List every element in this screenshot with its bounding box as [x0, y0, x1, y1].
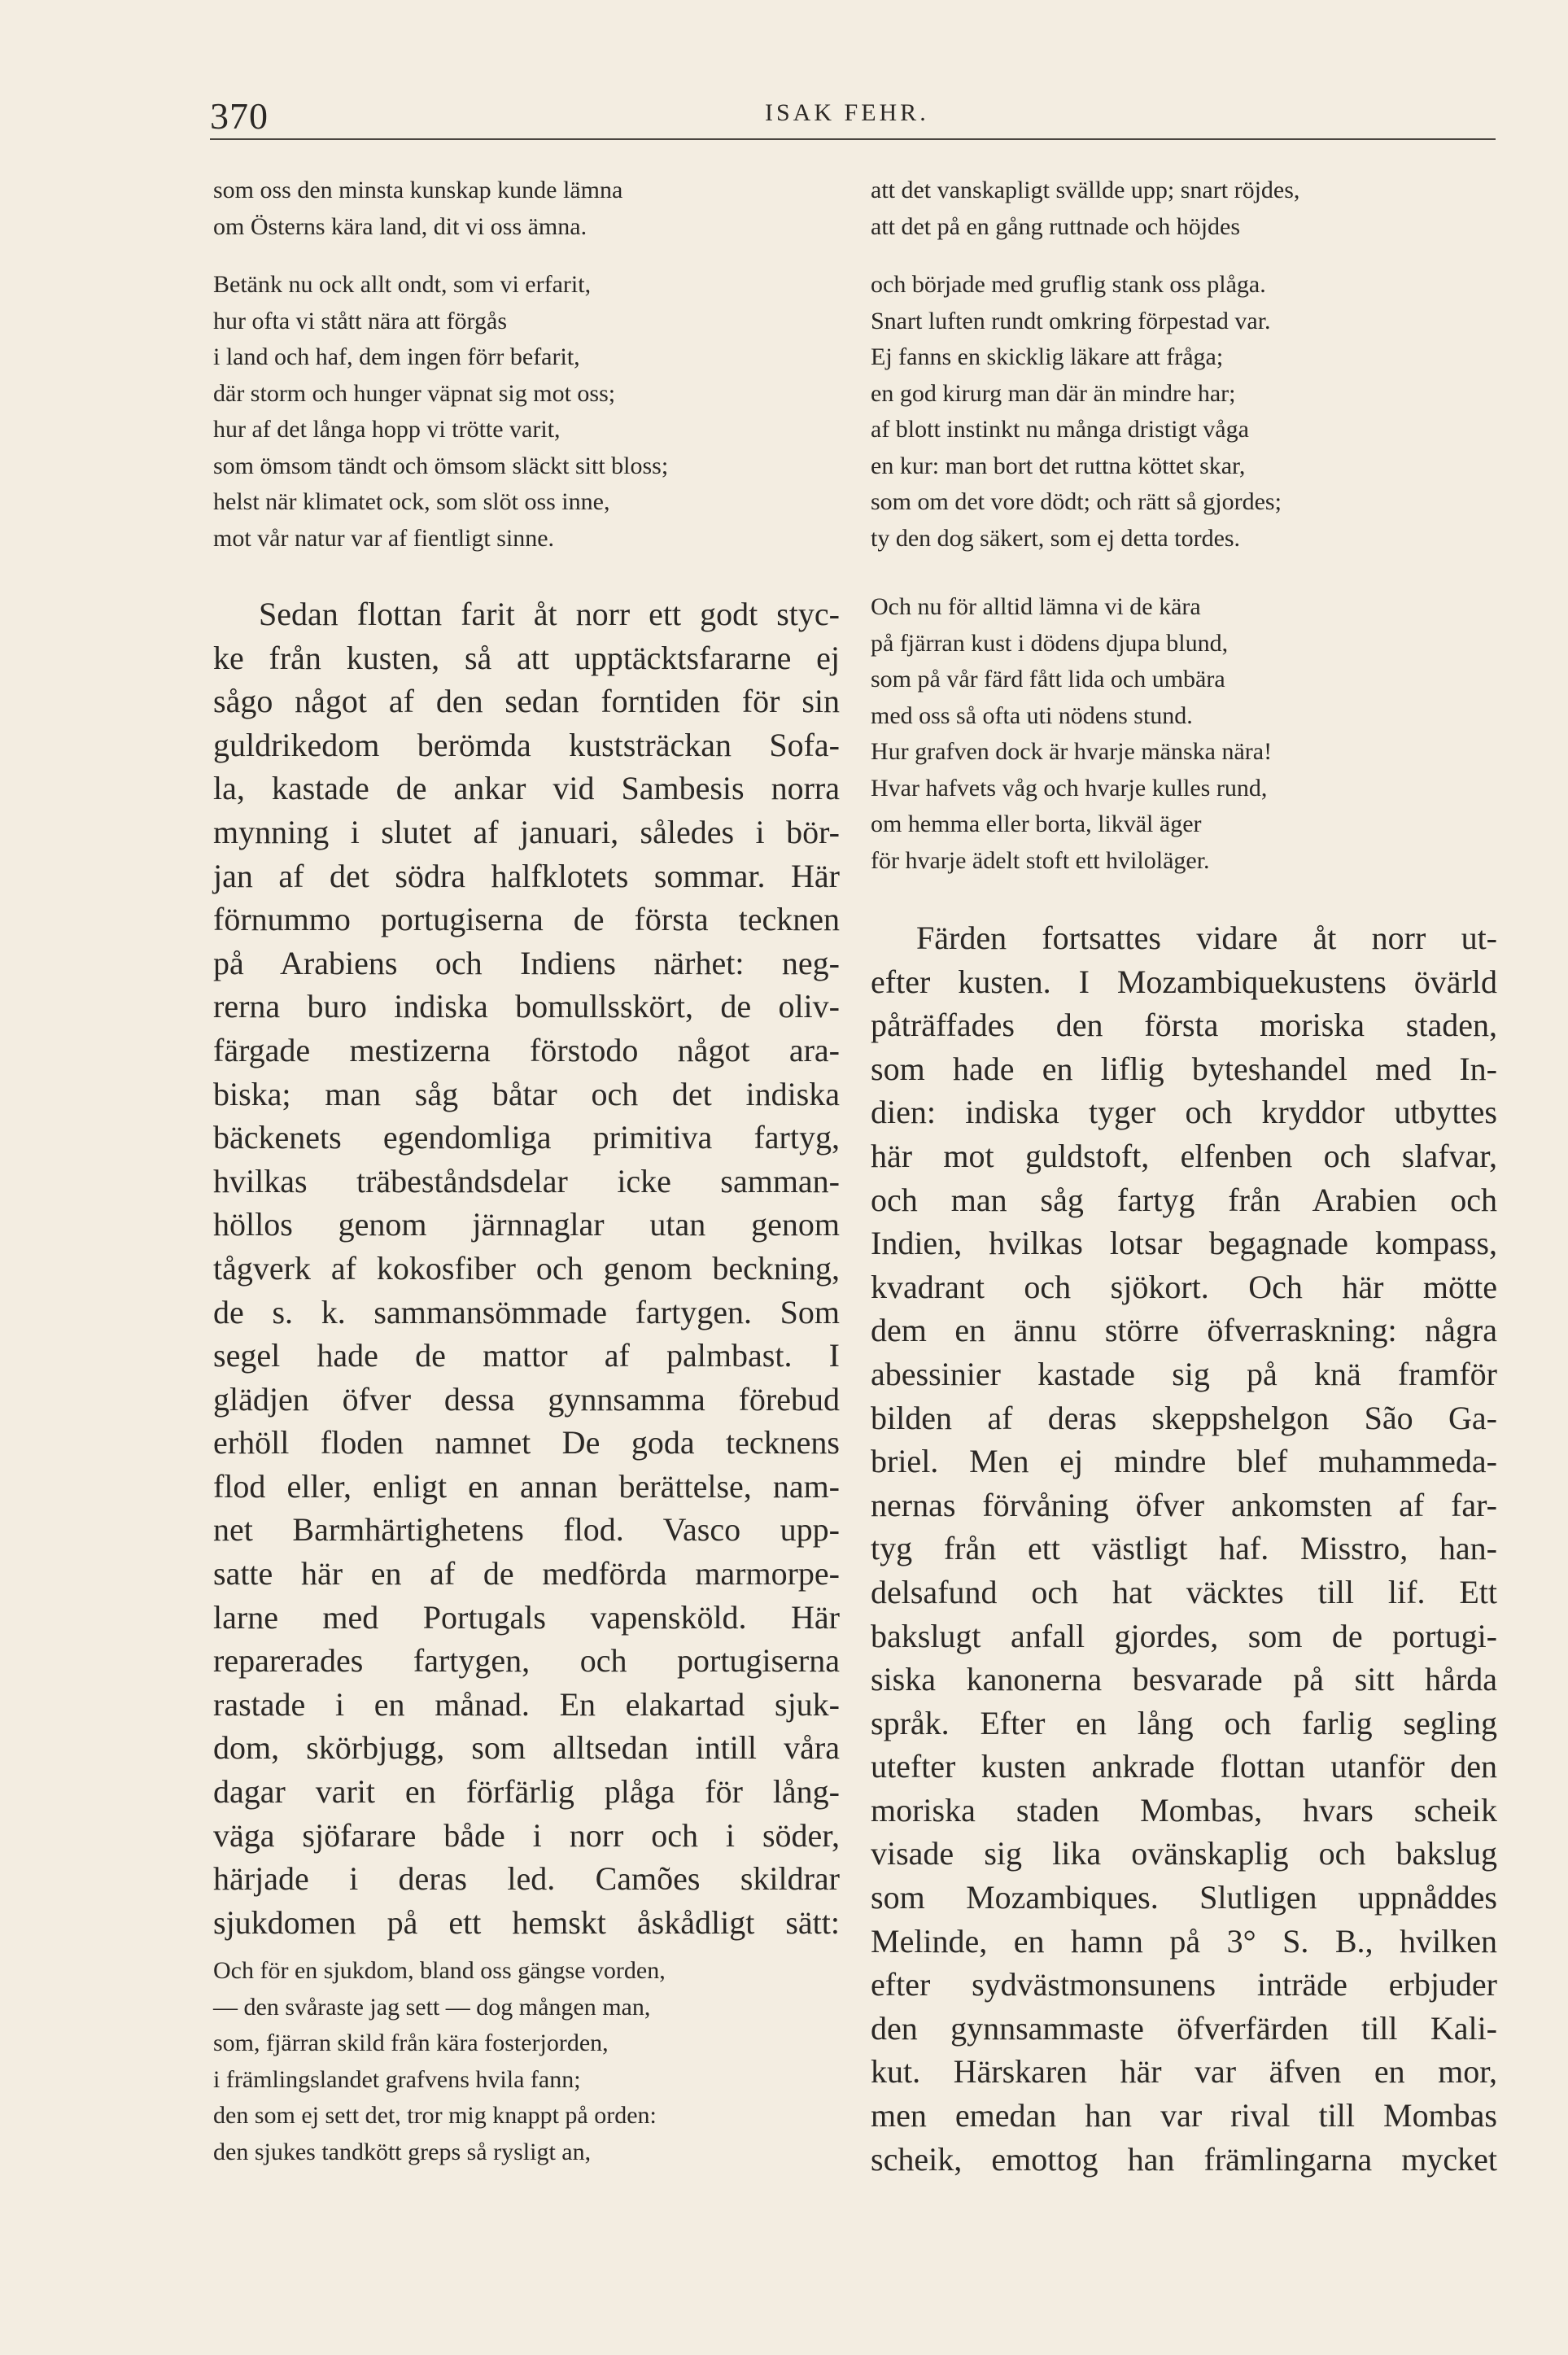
text-line: för hvarje ädelt stoft ett hviloläger. — [871, 846, 1210, 874]
left-prose — [213, 592, 840, 1944]
text-line: Betänk nu ock allt ondt, som vi erfarit, — [213, 271, 592, 298]
text-line: biska; man såg båtar och det indiska — [213, 1075, 840, 1112]
text-line: abessinier kastade sig på knä framför — [871, 1355, 1497, 1392]
text-line: larne med Portugals vapensköld. Här — [213, 1598, 840, 1636]
text-line: bäckenets egendomliga primitiva fartyg, — [213, 1119, 840, 1156]
text-line: i land och haf, dem ingen förr befarit, — [213, 343, 580, 370]
text-line: efter kusten. I Mozambiquekustens övärld — [871, 963, 1497, 1000]
text-line: ke från kusten, så att upptäcktsfararne ej — [213, 639, 840, 676]
page-number: 370 — [210, 95, 269, 137]
text-line: den sjukes tandkött greps så rysligt an, — [213, 2138, 592, 2165]
text-line: hur af det långa hopp vi trötte varit, — [213, 416, 561, 443]
text-line: och man såg fartyg från Arabien och — [871, 1181, 1497, 1218]
text-line: rastade i en månad. En elakartad sjuk- — [213, 1685, 840, 1723]
text-line: kvadrant och sjökort. Och här mötte — [871, 1268, 1497, 1305]
text-line: dien: indiska tyger och kryddor utbyttes — [871, 1094, 1497, 1131]
text-line: glädjen öfver dessa gynnsamma förebud — [213, 1380, 840, 1418]
text-line: scheik, emottog han främlingarna mycket — [871, 2140, 1497, 2178]
text-line: visade sig lika ovänskaplig och bakslug — [871, 1835, 1497, 1872]
text-line: ty den dog säkert, som ej detta tordes. — [871, 524, 1241, 552]
text-line: delsafund och hat väcktes till lif. Ett — [871, 1573, 1497, 1610]
text-line: moriska staden Mombas, hvars scheik — [871, 1791, 1497, 1829]
text-line: härjade i deras led. Camões skildrar — [213, 1860, 840, 1898]
right-verse-top — [871, 173, 1497, 245]
text-line: Färden fortsattes vidare åt norr ut- — [916, 920, 1497, 956]
text-line: hur ofta vi stått nära att förgås — [213, 307, 507, 334]
text-line: som på vår färd fått lida och umbära — [871, 666, 1225, 693]
text-line: satte här en af de medförda marmorpe- — [213, 1555, 840, 1593]
text-line: som ömsom tändt och ömsom släckt sitt bloss; — [213, 452, 669, 479]
text-line: färgade mestizerna förstodo något ara- — [213, 1031, 840, 1068]
text-line: på Arabiens och Indiens närhet: neg- — [213, 944, 840, 981]
text-line: Sedan flottan farit åt norr ett godt styc- — [259, 596, 840, 632]
text-line: — den svåraste jag sett — dog mången man, — [213, 1993, 651, 2021]
left-verse-stanza — [213, 267, 840, 557]
text-line: Och nu för alltid lämna vi de kära — [871, 593, 1201, 620]
text-line: efter sydvästmonsunens inträde erbjuder — [871, 1966, 1497, 2003]
text-line: Ej fanns en skicklig läkare att fråga; — [871, 343, 1224, 370]
text-line: sågo något af den sedan forntiden för sin — [213, 683, 840, 720]
text-line: erhöll floden namnet De goda tecknens — [213, 1424, 840, 1461]
text-line: men emedan han var rival till Mombas — [871, 2097, 1497, 2134]
text-line: dem en ännu större öfverraskning: några — [871, 1312, 1497, 1349]
text-line: Hur grafven dock är hvarje mänska nära! — [871, 738, 1273, 765]
text-line: Och för en sjukdom, bland oss gängse vorden, — [213, 1957, 666, 1984]
text-line: hvilkas träbeståndsdelar icke samman- — [213, 1162, 840, 1199]
text-line: som om det vore dödt; och rätt så gjordes; — [871, 488, 1282, 515]
text-line: Melinde, en hamn på 3° S. B., hvilken — [871, 1922, 1497, 1960]
text-line: den som ej sett det, tror mig knappt på orden: — [213, 2102, 657, 2129]
text-line: här mot guldstoft, elfenben och slafvar, — [871, 1137, 1497, 1174]
text-line: de s. k. sammansömmade fartygen. Som — [213, 1293, 840, 1330]
text-line: segel hade de mattor af palmbast. I — [213, 1337, 840, 1374]
header-rule — [210, 138, 1496, 140]
text-line: på fjärran kust i dödens djupa blund, — [871, 629, 1229, 657]
text-line: reparerades fartygen, och portugiserna — [213, 1642, 840, 1680]
text-line: la, kastade de ankar vid Sambesis norra — [213, 770, 840, 807]
text-line: guldrikedom berömda kuststräckan Sofa- — [213, 726, 840, 763]
text-line: bakslugt anfall gjordes, som de portugi- — [871, 1617, 1497, 1654]
text-line: språk. Efter en lång och farlig segling — [871, 1704, 1497, 1741]
text-line: som, fjärran skild från kära fosterjorden, — [213, 2029, 609, 2056]
text-line: dagar varit en förfärlig plåga för lång- — [213, 1773, 840, 1811]
text-line: förnummo portugiserna de första tecknen — [213, 901, 840, 938]
text-line: Snart luften rundt omkring förpestad var. — [871, 307, 1271, 334]
text-line: helst när klimatet ock, som slöt oss inne, — [213, 488, 610, 515]
text-line: som oss den minsta kunskap kunde lämna — [213, 177, 623, 203]
text-line: af blott instinkt nu många dristigt våga — [871, 416, 1249, 443]
right-prose — [871, 916, 1497, 2181]
text-line: siska kanonerna besvarade på sitt hårda — [871, 1661, 1497, 1698]
text-line: briel. Men ej mindre blef muhammeda- — [871, 1443, 1497, 1480]
text-line: en kur: man bort det ruttna köttet skar, — [871, 452, 1246, 479]
text-line: att det på en gång ruttnade och höjdes — [871, 212, 1241, 240]
text-line: där storm och hunger väpnat sig mot oss; — [213, 379, 616, 407]
text-line: höllos genom järnnaglar utan genom — [213, 1206, 840, 1243]
text-line: nernas förvåning öfver ankomsten af far- — [871, 1486, 1497, 1523]
text-line: tågverk af kokosfiber och genom beckning, — [213, 1249, 840, 1287]
left-verse-top — [213, 173, 840, 245]
running-head: ISAK FEHR. — [765, 99, 929, 126]
text-line: om hemma eller borta, likväl äger — [871, 810, 1202, 837]
right-verse-stanza-2 — [871, 589, 1497, 879]
text-line: väga sjöfarare både i norr och i söder, — [213, 1816, 840, 1854]
text-line: net Barmhärtighetens flod. Vasco upp- — [213, 1511, 840, 1549]
text-line: mot vår natur var af fientligt sinne. — [213, 524, 555, 552]
text-line: flod eller, enligt en annan berättelse, nam- — [213, 1467, 840, 1505]
text-line: mynning i slutet af januari, således i bör- — [213, 813, 840, 850]
text-line: Hvar hafvets våg och hvarje kulles rund, — [871, 774, 1268, 802]
text-line: påträffades den första moriska staden, — [871, 1007, 1497, 1044]
text-line: som hade en liflig byteshandel med In- — [871, 1050, 1497, 1087]
text-line: jan af det södra halfklotets sommar. Här — [213, 857, 840, 894]
text-line: dom, skörbjugg, som alltsedan intill våra — [213, 1729, 840, 1767]
text-line: Indien, hvilkas lotsar begagnade kompass, — [871, 1225, 1497, 1262]
text-line: och började med gruflig stank oss plåga. — [871, 271, 1266, 298]
text-line: kut. Härskaren här var äfven en mor, — [871, 2053, 1497, 2091]
text-line: utefter kusten ankrade flottan utanför den — [871, 1748, 1497, 1785]
right-verse-stanza — [871, 267, 1497, 557]
text-line: i främlingslandet grafvens hvila fann; — [213, 2065, 581, 2093]
left-verse-bottom — [213, 1953, 840, 2170]
text-line: tyg från ett västligt haf. Misstro, han- — [871, 1530, 1497, 1567]
text-line: bilden af deras skeppshelgon São Ga- — [871, 1399, 1497, 1436]
text-line: med oss så ofta uti nödens stund. — [871, 701, 1193, 729]
text-line: rerna buro indiska bomullsskört, de oliv- — [213, 988, 840, 1025]
text-line: att det vanskapligt svällde upp; snart röjdes, — [871, 177, 1300, 203]
text-line: sjukdomen på ett hemskt åskådligt sätt: — [213, 1903, 840, 1941]
text-line: om Österns kära land, dit vi oss ämna. — [213, 212, 587, 240]
text-line: en god kirurg man där än mindre har; — [871, 379, 1236, 407]
text-line: som Mozambiques. Slutligen uppnåddes — [871, 1879, 1497, 1916]
text-line: den gynnsammaste öfverfärden till Kali- — [871, 2009, 1497, 2047]
